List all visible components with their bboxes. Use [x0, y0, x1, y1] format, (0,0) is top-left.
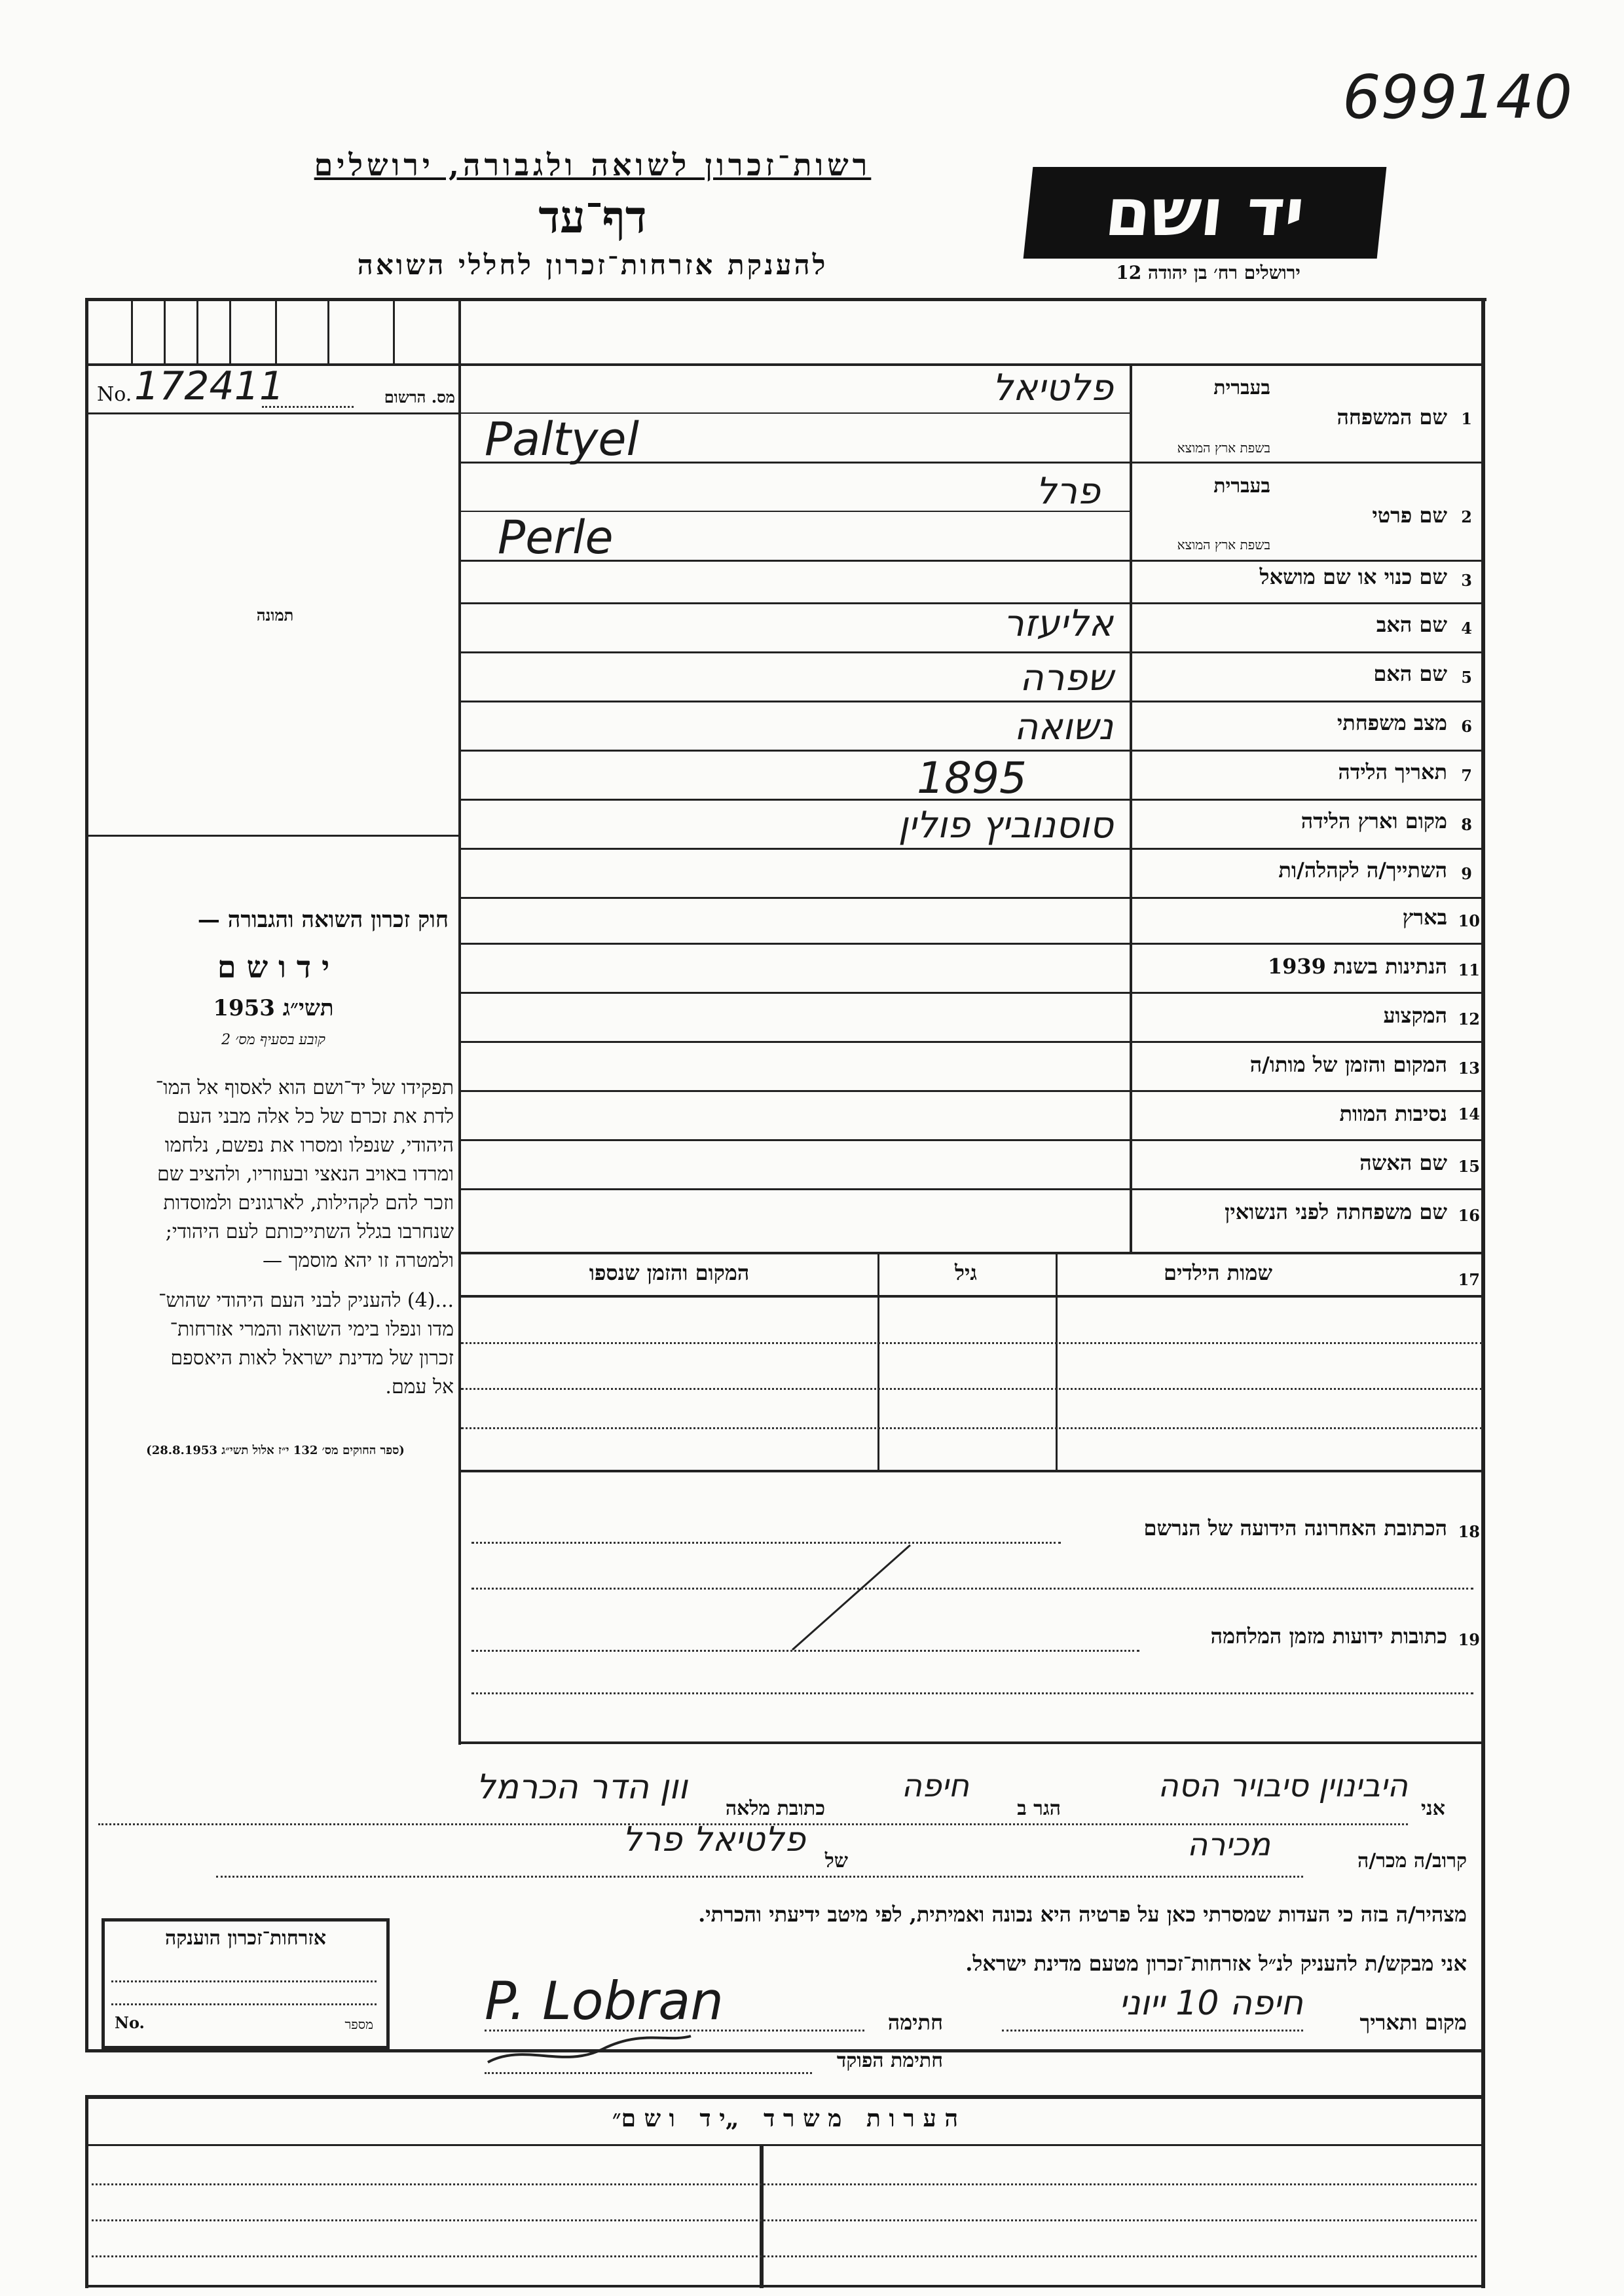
field-6-label: מצב משפחתי [1337, 710, 1447, 735]
official-signature-mark [485, 2016, 694, 2075]
field-1-label: שם המשפחה [1337, 405, 1447, 429]
children-place-header: המקום והזמן שנספו [589, 1260, 750, 1285]
children-age-header: גיל [955, 1260, 977, 1285]
law-heading: חוק זכרון השואה והגבורה — [197, 907, 449, 933]
field-13-number: 13 [1458, 1059, 1480, 1078]
field-1-origin-label: בשפת ארץ המוצא [1177, 440, 1270, 456]
granted-box-title: אזרחות־זכרון הוענקה [164, 1927, 327, 1950]
law-line: היהודי, שנפלו ומסרו את נפשם, נלחמו [164, 1134, 454, 1157]
mother-name[interactable]: שפרה [1020, 657, 1113, 699]
law-line: מדו ונפלו בימי השואה והמרי אזרחות־ [170, 1318, 454, 1341]
field-1-number: 1 [1461, 409, 1472, 428]
registration-no-label: No. [97, 383, 132, 406]
field-7-label: תאריך הלידה [1338, 759, 1447, 784]
remarks-title: ה ע ר ו ת מ ש ר ד „י ד ו ש ם״ [612, 2105, 959, 2132]
birth-date[interactable]: 1895 [917, 753, 1027, 803]
form-subtitle: להענקת אזרחות־זכרון לחללי השואה [357, 249, 828, 281]
field-5-number: 5 [1461, 668, 1472, 687]
field-12-label: המקצוע [1383, 1003, 1447, 1028]
signature-label: חתימה [887, 2010, 943, 2035]
birth-place[interactable]: סוסנוביץ פולין [898, 804, 1113, 847]
law-line: תפקידו של יד־ושם הוא לאסוף אל המו־ [155, 1076, 454, 1099]
first-name-hebrew[interactable]: פרל [1035, 470, 1100, 513]
field-4-number: 4 [1461, 619, 1472, 638]
field-9-label: השתייך/ה לקהלה/ות [1278, 858, 1447, 883]
place-date-value[interactable]: חיפה 10 ייוני [1118, 1984, 1303, 2023]
field-4-label: שם האב [1376, 612, 1447, 637]
granted-number-label: מספר [344, 2016, 373, 2032]
field-18-label: הכתובת האחרונה הידועה של הנרשם [1143, 1516, 1447, 1540]
father-name[interactable]: אליעזר [1003, 602, 1113, 645]
resides-label: הגר ב [1017, 1797, 1061, 1820]
law-line: ולמטרה זו יהא מוסמך — [263, 1249, 454, 1272]
law-clause: קובע בסעיף מס׳ 2 [221, 1032, 325, 1048]
law-name: י ד ו ש ם [217, 949, 330, 985]
law-line: זכרון של מדינת ישראל לאות היאספם [170, 1347, 454, 1370]
registration-number: 172411 [134, 363, 285, 409]
statement-2: אני מבקש/ת להעניק לנ״ל אזרחות־זכרון מטעם מדינת ישראל. [965, 1951, 1467, 1976]
declarant-city[interactable]: חיפה [901, 1768, 969, 1804]
field-14-label: נסיבות המוות [1339, 1101, 1447, 1126]
field-2-hebrew-label: בעברית [1213, 475, 1270, 498]
field-3-label: שם כנוי או שם מושאל [1259, 564, 1447, 589]
logo-text: יד ושם [1101, 174, 1308, 251]
yad-vashem-logo [1024, 167, 1387, 259]
granted-no-label: No. [115, 2013, 145, 2032]
victim-name-repeat[interactable]: פלטיאל פרל [622, 1820, 805, 1859]
field-8-number: 8 [1461, 815, 1472, 834]
strike-mark [786, 1539, 917, 1656]
declarant-address[interactable]: וון הדר הכרמל [476, 1768, 688, 1807]
law-line: שנחרבו בגלל השתייכותם לעם היהודי; [165, 1220, 454, 1243]
signature[interactable]: P. Lobran [485, 1971, 724, 2032]
place-date-label: מקום ותאריך [1359, 2010, 1467, 2035]
marital-status[interactable]: נשואה [1014, 706, 1113, 748]
statement-1: מצהיר/ה בזה כי העדות שמסרתי כאן על פרטיה היא נכונה ואמיתית, לפי מיטב ידיעתי והכרתי. [698, 1902, 1467, 1927]
law-text [97, 1074, 454, 1275]
authority-title: רשות־זכרון לשואה ולגבורה, ירושלים [314, 147, 872, 183]
full-address-label: כתובת מלאה [725, 1797, 825, 1820]
relative-label: קרוב/ה מכר/ה [1357, 1850, 1467, 1872]
law-line: לדת את זכרם של כל אלה מבני העם [177, 1105, 454, 1128]
children-names-header: שמות הילדים [1164, 1260, 1272, 1285]
field-5-label: שם האם [1373, 661, 1447, 686]
field-19-label: כתובות ידועות מזמן המלחמה [1210, 1624, 1447, 1649]
field-10-number: 10 [1458, 911, 1480, 930]
declaration-ani: אני [1421, 1797, 1445, 1820]
first-name-origin[interactable]: Perle [498, 511, 614, 564]
law-year: תשי״ג 1953 [213, 995, 334, 1021]
law-text-2 [97, 1286, 454, 1402]
law-source: (ספר החוקים מס׳ 132 י״ז אלול תשי״ג 28.8.1953) [146, 1444, 405, 1457]
declarant-name[interactable]: היבינוין סיבויר הסה [1158, 1768, 1408, 1804]
field-17-number: 17 [1458, 1270, 1480, 1289]
of-label: של [824, 1850, 848, 1872]
field-14-number: 14 [1458, 1104, 1480, 1123]
field-18-number: 18 [1458, 1522, 1480, 1541]
field-2-label: שם פרטי [1372, 503, 1447, 528]
field-19-number: 19 [1458, 1630, 1480, 1649]
granted-box [101, 1918, 390, 2049]
field-7-number: 7 [1461, 766, 1472, 785]
field-2-number: 2 [1461, 507, 1472, 526]
address: ירושלים רח׳ בן יהודה 12 [1116, 262, 1301, 283]
field-3-number: 3 [1461, 571, 1472, 590]
field-11-number: 11 [1458, 960, 1480, 979]
law-line: ומרדו באויב הנאצי ובעוזריו, ולהציב שם [157, 1163, 454, 1186]
field-1-hebrew-label: בעברית [1213, 376, 1270, 399]
law-line: ...(4) להעניק לבני העם היהודי שהוש־ [158, 1289, 454, 1312]
field-8-label: מקום וארץ הלידה [1301, 809, 1447, 833]
field-12-number: 12 [1458, 1010, 1480, 1029]
field-11-label: הנתינות בשנת 1939 [1267, 954, 1447, 979]
field-15-label: שם האשה [1359, 1150, 1447, 1175]
form-title: דף־עד [538, 191, 647, 244]
field-16-number: 16 [1458, 1206, 1480, 1225]
law-line: וזכר להם לקהילות, לארגונים ולמוסדות [163, 1192, 454, 1214]
field-6-number: 6 [1461, 717, 1472, 736]
archive-number: 699140 [1342, 62, 1573, 132]
family-name-hebrew[interactable]: פלטיאל [992, 367, 1113, 409]
field-10-label: בארץ [1402, 905, 1447, 930]
law-line: אל עמם. [385, 1376, 454, 1398]
field-9-number: 9 [1461, 864, 1472, 883]
field-13-label: המקום והזמן של מותו/ה [1249, 1052, 1447, 1077]
family-name-origin[interactable]: Paltyel [485, 412, 639, 466]
field-2-origin-label: בשפת ארץ המוצא [1177, 537, 1270, 553]
field-16-label: שם משפחתה לפני הנשואין [1225, 1199, 1447, 1224]
official-signature-label: חתימת הפוקד [836, 2049, 943, 2072]
field-15-number: 15 [1458, 1157, 1480, 1176]
registration-label: מס. הרשום [384, 388, 455, 407]
relation-value[interactable]: מכירה [1187, 1827, 1270, 1863]
photo-label: תמונה [256, 606, 294, 625]
